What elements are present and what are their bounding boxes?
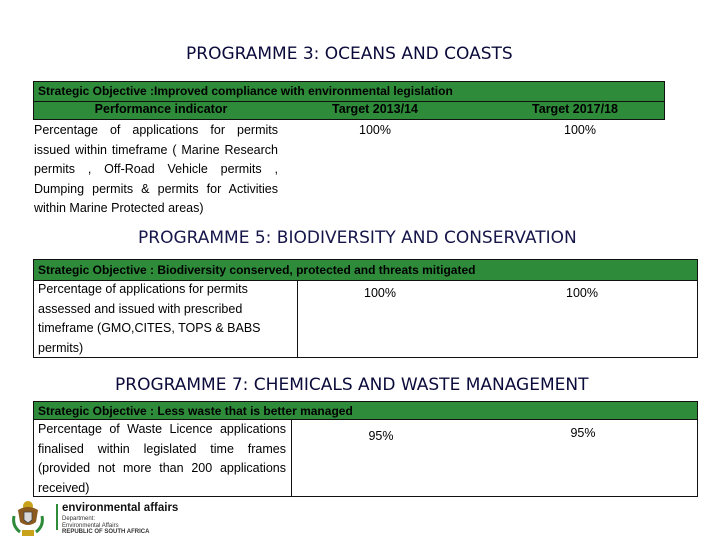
programme3-objective: Strategic Objective :Improved compliance with environmental legislation — [33, 81, 665, 102]
logo-divider — [56, 504, 58, 530]
programme7-target-2013: 95% — [368, 429, 394, 443]
programme3-indicator: Percentage of applications for permits issued within timeframe ( Marine Research permits , Off-Road Vehicle permits , Dumping permits & permits for Activities within Marine Protected areas) — [34, 123, 278, 215]
programme5-objective: Strategic Objective : Biodiversity conserved, protected and threats mitigated — [33, 259, 698, 281]
programme7-heading: PROGRAMME 7: CHEMICALS AND WASTE MANAGEMENT — [115, 375, 589, 395]
header-target-2013-14: Target 2013/14 — [332, 102, 418, 116]
programme5-heading: PROGRAMME 5: BIODIVERSITY AND CONSERVATION — [138, 228, 577, 248]
programme3-target-2013: 100% — [359, 123, 391, 137]
logo-line1: Department: — [62, 516, 96, 522]
department-logo — [8, 496, 198, 540]
logo-title: environmental affairs — [62, 502, 179, 514]
header-target-2017-18: Target 2017/18 — [532, 102, 618, 116]
programme3-heading: PROGRAMME 3: OCEANS AND COASTS — [186, 44, 513, 64]
logo-subtitle — [62, 516, 149, 536]
logo-line3: REPUBLIC OF SOUTH AFRICA — [62, 529, 150, 535]
programme5-target-2013: 100% — [364, 286, 396, 300]
programme5-indicator: Percentage of applications for permits assessed and issued with prescribed timeframe (GMO,CITES, TOPS & BABS permits) — [38, 282, 261, 355]
programme5-target-2017: 100% — [566, 286, 598, 300]
programme7-objective: Strategic Objective : Less waste that is better managed — [33, 401, 698, 420]
logo-line2: Environmental Affairs — [62, 522, 119, 529]
programme7-target-2017: 95% — [570, 426, 596, 440]
programme3-target-2017: 100% — [564, 123, 596, 137]
header-performance-indicator: Performance indicator — [94, 102, 228, 116]
coat-of-arms-icon — [8, 496, 48, 540]
programme7-indicator: Percentage of Waste Licence applications finalised within legislated time frames (provided not more than 200 applications received) — [38, 422, 286, 495]
